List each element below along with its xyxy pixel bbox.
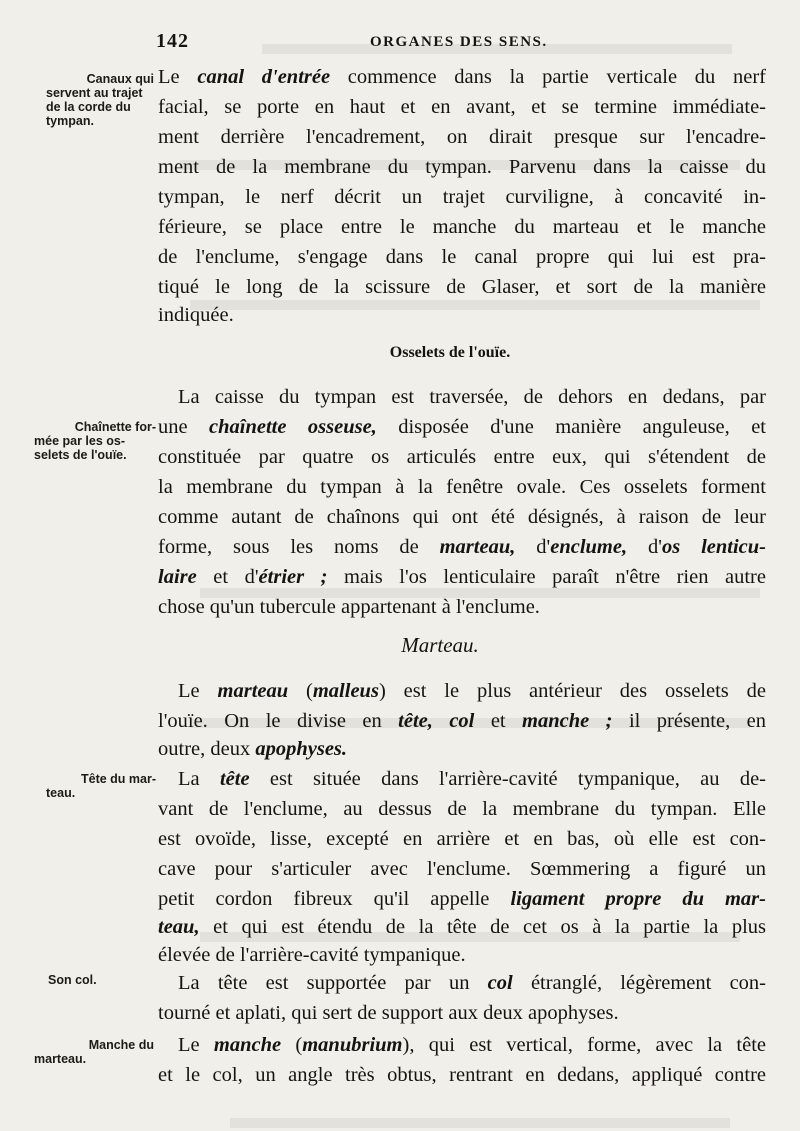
text-line: chose qu'un tubercule appartenant à l'enclume.	[158, 596, 540, 618]
text-line: comme autant de chaînons qui ont été désignés, à raison de leur	[158, 506, 766, 528]
text-line: et le col, un angle très obtus, rentrant en dedans, appliqué contre	[158, 1064, 766, 1086]
text-line: la membrane du tympan à la fenêtre ovale. Ces osselets forment	[158, 476, 766, 498]
text-line: laire et d'étrier ; mais l'os lenticulaire paraît n'être rien autre	[158, 566, 766, 588]
margin-note-tete: Tête du mar- teau.	[46, 772, 156, 800]
subheading-osselets: Osselets de l'ouïe.	[389, 344, 511, 361]
text-line: cave pour s'articuler avec l'enclume. Sœmmering a figuré un	[158, 858, 766, 880]
text-line: petit cordon fibreux qu'il appelle ligament propre du mar-	[158, 888, 766, 910]
margin-note-manche: Manche du marteau.	[34, 1038, 154, 1066]
text-line: ment derrière l'encadrement, on dirait presque sur l'encadre-	[158, 126, 766, 148]
text-line: indiquée.	[158, 304, 234, 326]
text-line: tiqué le long de la scissure de Glaser, et sort de la manière	[158, 276, 766, 298]
text-line: férieure, se place entre le manche du marteau et le manche	[158, 216, 766, 238]
text-line: forme, sous les noms de marteau, d'enclume, d'os lenticu-	[158, 536, 766, 558]
text-line: Le marteau (malleus) est le plus antérieur des osselets de	[178, 680, 767, 702]
text-line: La tête est située dans l'arrière-cavité tympanique, au de-	[178, 768, 767, 790]
text-line: facial, se porte en haut et en avant, et se termine immédiate-	[158, 96, 766, 118]
text-line: La caisse du tympan est traversée, de dehors en dedans, par	[178, 386, 766, 408]
page-number: 142	[156, 30, 189, 52]
text-line: Le manche (manubrium), qui est vertical, forme, avec la tête	[178, 1034, 767, 1056]
text-line: tourné et aplati, qui sert de support aux deux apophyses.	[158, 1002, 619, 1024]
text-line: tympan, le nerf décrit un trajet curviligne, à concavité in-	[158, 186, 766, 208]
text-line: Le canal d'entrée commence dans la partie verticale du nerf	[158, 66, 766, 88]
running-title: ORGANES DES SENS.	[370, 34, 548, 50]
text-line: teau, et qui est étendu de la tête de cet os à la partie la plus	[158, 916, 766, 938]
text-line: de l'enclume, s'engage dans le canal propre qui lui est pra-	[158, 246, 766, 268]
section-heading-marteau: Marteau.	[401, 633, 479, 657]
text-line: vant de l'enclume, au dessus de la membrane du tympan. Elle	[158, 798, 766, 820]
text-line: une chaînette osseuse, disposée d'une manière anguleuse, et	[158, 416, 767, 438]
text-line: l'ouïe. On le divise en tête, col et manche ; il présente, en	[158, 710, 766, 732]
text-line: élevée de l'arrière-cavité tympanique.	[158, 944, 466, 966]
margin-note-col: Son col.	[48, 973, 97, 987]
text-line: est ovoïde, lisse, excepté en arrière et en bas, où elle est con-	[158, 828, 766, 850]
margin-note-canaux: Canaux qui servent au trajet de la corde du tympan.	[46, 72, 154, 128]
text-line: constituée par quatre os articulés entre eux, qui s'étendent de	[158, 446, 766, 468]
text-line: ment de la membrane du tympan. Parvenu dans la caisse du	[158, 156, 766, 178]
page-header	[0, 30, 800, 54]
text-line: La tête est supportée par un col étranglé, légèrement con-	[178, 972, 766, 994]
text-line: outre, deux apophyses.	[158, 738, 348, 760]
margin-note-chainette: Chaînette for- mée par les os- selets de l'ouïe.	[34, 420, 156, 462]
